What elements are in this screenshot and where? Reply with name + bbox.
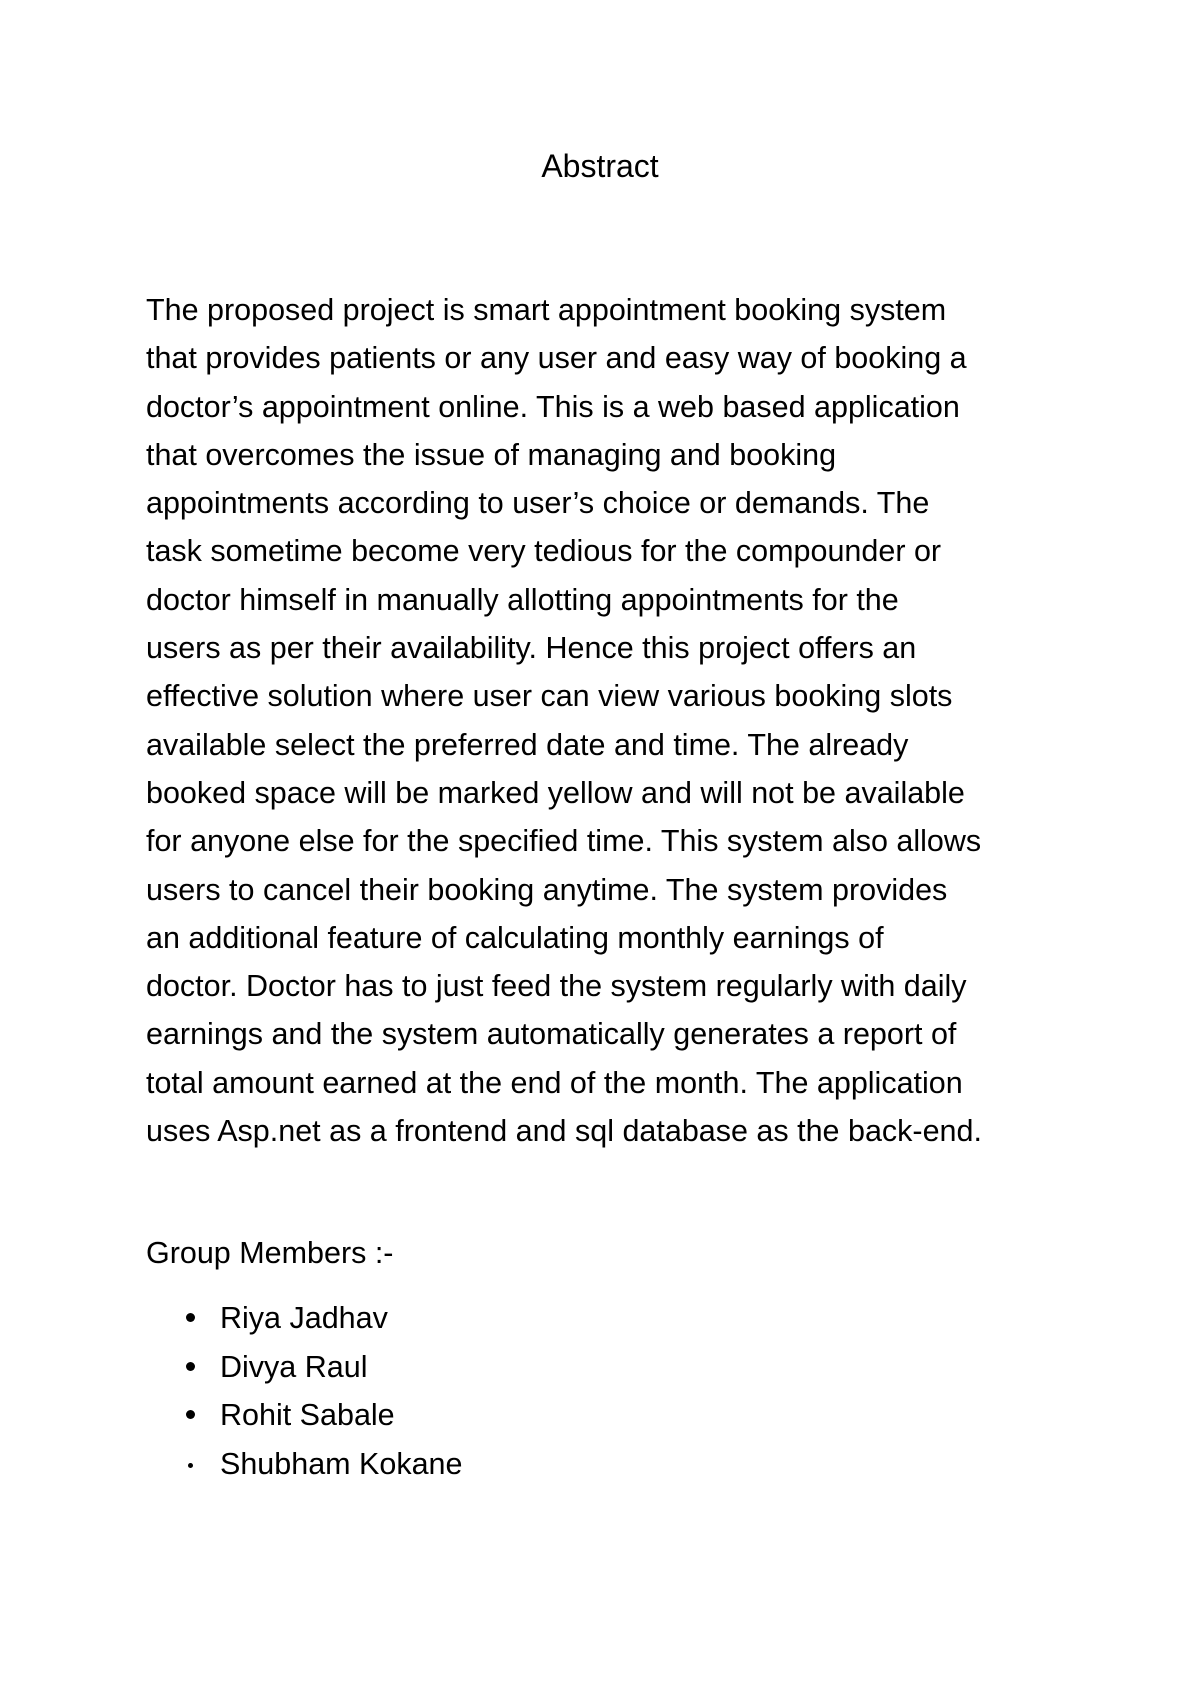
- abstract-line: doctor himself in manually allotting appointments for the: [146, 582, 899, 617]
- abstract-line: task sometime become very tedious for the compounder or: [146, 534, 942, 569]
- member-name: Divya Raul: [220, 1349, 368, 1384]
- bullet-icon: [186, 1410, 195, 1419]
- abstract-line: The proposed project is smart appointment booking system: [146, 293, 947, 327]
- abstract-line: users as per their availability. Hence this project offers an: [146, 631, 917, 666]
- member-name: Rohit Sabale: [220, 1398, 395, 1432]
- bullet-icon: [186, 1313, 195, 1322]
- member-name: Shubham Kokane: [220, 1446, 463, 1481]
- bullet-icon: [186, 1362, 195, 1371]
- member-name: Riya Jadhav: [220, 1301, 388, 1335]
- abstract-line: doctor. Doctor has to just feed the system regularly with daily: [146, 969, 967, 1004]
- abstract-line: doctor’s appointment online. This is a web based application: [146, 389, 960, 424]
- abstract-line: for anyone else for the specified time. This system also allows: [146, 824, 982, 859]
- abstract-line: users to cancel their booking anytime. The system provides: [146, 872, 948, 907]
- abstract-line: available select the preferred date and time. The already: [146, 727, 909, 762]
- abstract-line: appointments according to user’s choice or demands. The: [146, 486, 930, 521]
- abstract-line: that overcomes the issue of managing and booking: [146, 437, 837, 472]
- bullet-icon: [188, 1463, 193, 1468]
- abstract-body: [146, 286, 982, 1155]
- abstract-line: effective solution where user can view various booking slots: [146, 679, 953, 714]
- abstract-line: that provides patients or any user and easy way of booking a: [146, 341, 967, 376]
- abstract-line: earnings and the system automatically generates a report of: [146, 1017, 957, 1052]
- abstract-line: total amount earned at the end of the month. The application: [146, 1065, 963, 1100]
- abstract-line: an additional feature of calculating monthly earnings of: [146, 920, 884, 955]
- group-members-heading: Group Members :-: [146, 1236, 394, 1270]
- abstract-line: booked space will be marked yellow and will not be available: [146, 775, 965, 810]
- page-title: Abstract: [541, 148, 659, 184]
- abstract-line: uses Asp.net as a frontend and sql database as the back-end.: [146, 1114, 982, 1149]
